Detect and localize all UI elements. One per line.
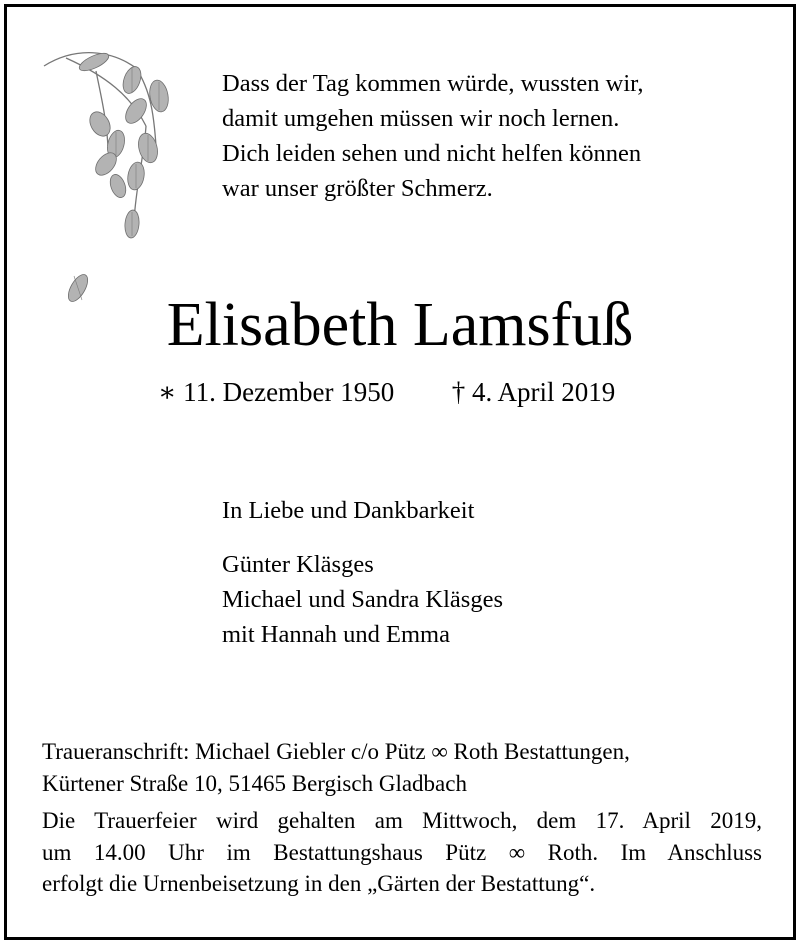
ceremony-line: Die Trauerfeier wird gehalten am Mittwoch, dem 17. April 2019, [42,808,762,833]
death-cross-icon: † [451,377,466,407]
poem-line: Dass der Tag kommen würde, wussten wir, [222,70,644,97]
mourner-name: Günter Kläsges [222,551,374,578]
life-dates [158,374,615,410]
birth-date: 11. Dezember 1950 [183,377,395,407]
poem-line: Dich leiden sehen und nicht helfen können [222,140,642,167]
poem-line: war unser größter Schmerz. [222,175,493,202]
ceremony-details [42,805,762,900]
ceremony-line: um 14.00 Uhr im Bestattungshaus Pütz ∞ Roth. Im Anschluss [42,839,762,865]
ceremony-line: erfolgt die Urnenbeisetzung in den „Gärten der Bestattung“. [42,871,596,896]
birch-branch-icon [36,36,186,326]
poem [222,66,782,206]
mourner-name: Michael und Sandra Kläsges [222,586,503,613]
address-line: Traueranschrift: Michael Giebler c/o Pütz ∞ Roth Bestattungen, [42,739,630,764]
mourners-list [222,547,503,652]
poem-line: damit umgehen müssen wir noch lernen. [222,105,620,132]
death-date: 4. April 2019 [472,377,616,407]
deceased-name: Elisabeth Lamsfuß [166,291,634,359]
address-line: Kürtener Straße 10, 51465 Bergisch Gladbach [42,770,467,796]
mourning-address [42,736,762,799]
birth-star-icon: ∗ [158,377,177,407]
funeral-info [42,736,762,900]
mourners-intro: In Liebe und Dankbarkeit [222,497,475,524]
mourner-name: mit Hannah und Emma [222,621,450,648]
